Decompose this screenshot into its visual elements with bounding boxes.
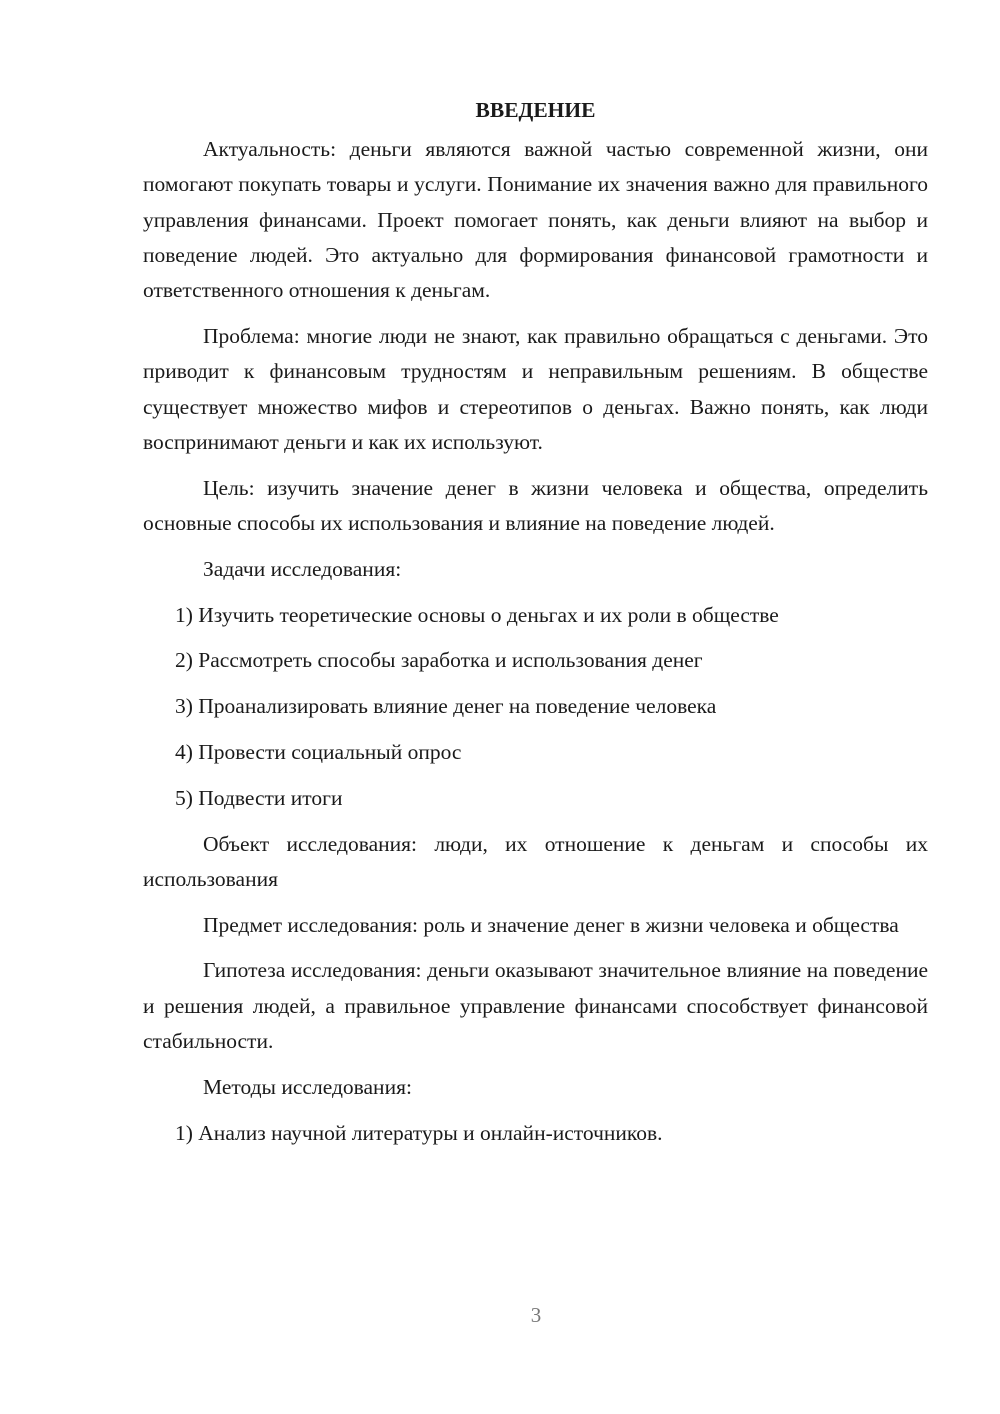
relevance-paragraph: Актуальность: деньги являются важной частью современной жизни, они помогают покупать товары и услуги. Понимание их значения важно для правильного управления финансами. Проект помогает понять, как деньги влияют на выбор и поведение людей. Это актуально для формирования финансовой грамотности и ответственного отношения к деньгам. (143, 137, 928, 303)
subject-paragraph: Предмет исследования: роль и значение денег в жизни человека и общества (203, 912, 899, 937)
task-item: 4) Провести социальный опрос (175, 739, 462, 764)
task-item: 3) Проанализировать влияние денег на поведение человека (175, 694, 717, 719)
task-item: 1) Изучить теоретические основы о деньгах и их роли в обществе (175, 602, 779, 627)
document-page (143, 93, 928, 1161)
page-number: 3 (530, 1303, 542, 1327)
task-item: 2) Рассмотреть способы заработка и использования денег (175, 648, 703, 673)
tasks-heading: Задачи исследования: (203, 556, 402, 581)
method-item: 1) Анализ научной литературы и онлайн-источников. (175, 1120, 663, 1145)
task-item: 5) Подвести итоги (175, 785, 343, 810)
goal-paragraph: Цель: изучить значение денег в жизни человека и общества, определить основные способы их использования и влияние на поведение людей. (143, 475, 928, 535)
methods-heading: Методы исследования: (203, 1074, 412, 1099)
section-title: ВВЕДЕНИЕ (475, 98, 596, 122)
hypothesis-paragraph: Гипотеза исследования: деньги оказывают значительное влияние на поведение и решения людей, а правильное управление финансами способствует финансовой стабильности. (143, 958, 928, 1054)
problem-paragraph: Проблема: многие люди не знают, как правильно обращаться с деньгами. Это приводит к финансовым трудностям и неправильным решениям. В обществе существует множество мифов и стереотипов о деньгах. Важно понять, как люди воспринимают деньги и как их используют. (143, 323, 928, 454)
object-paragraph: Объект исследования: люди, их отношение к деньгам и способы их использования (143, 831, 928, 891)
